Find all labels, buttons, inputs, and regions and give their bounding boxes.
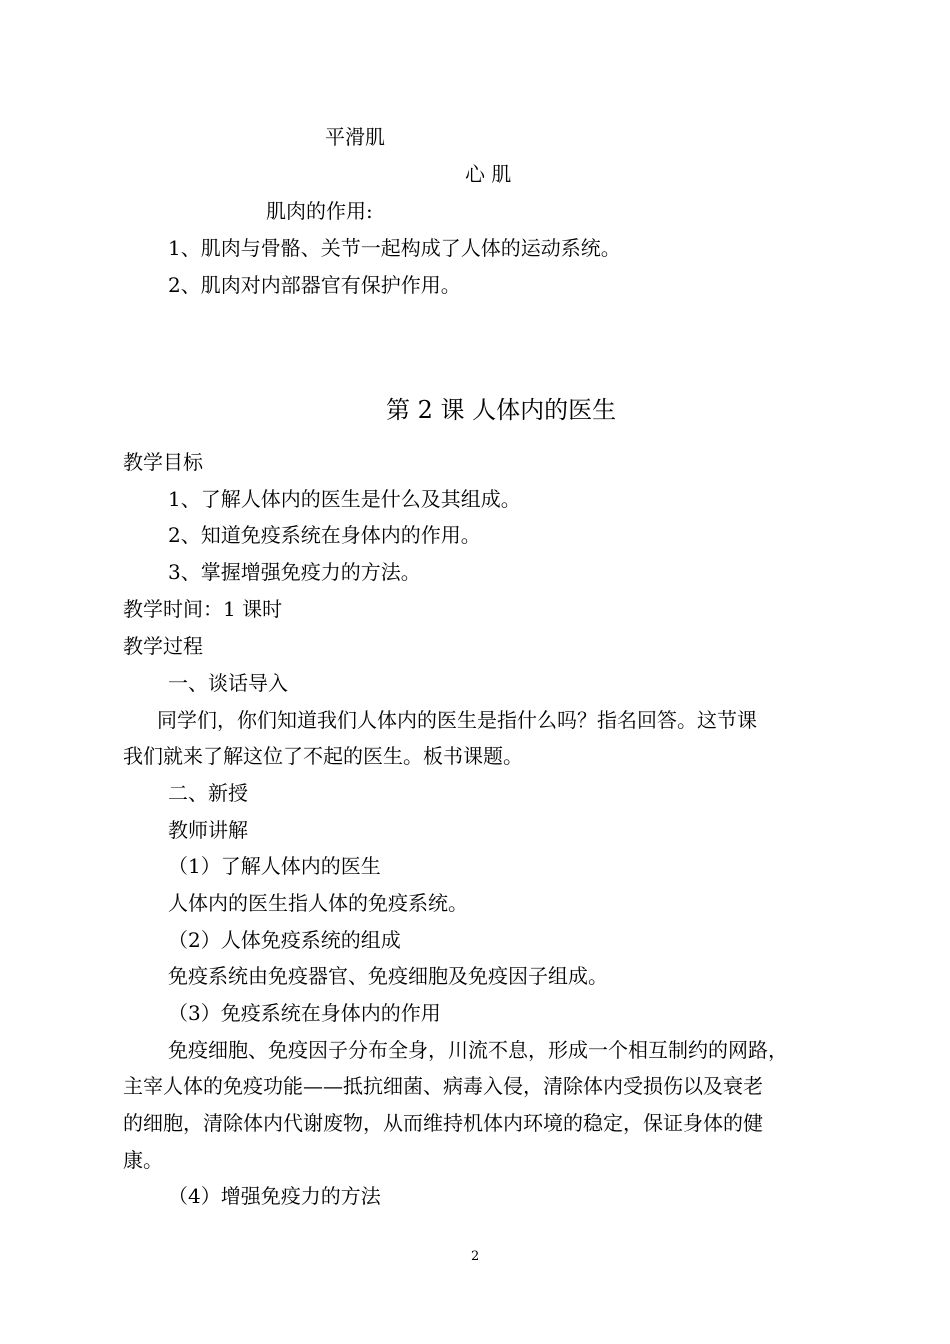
sub-3-heading: （3）免疫系统在身体内的作用: [168, 1001, 441, 1025]
step-1-heading: 一、谈话导入: [168, 671, 288, 695]
goal-item-1: 1、了解人体内的医生是什么及其组成。: [168, 487, 521, 511]
intro-paragraph-line-2: 我们就来了解这位了不起的医生。板书课题。: [123, 744, 523, 768]
sub-1-heading: （1）了解人体内的医生: [168, 854, 381, 878]
goal-item-3: 3、掌握增强免疫力的方法。: [168, 560, 421, 584]
smooth-muscle-label: 平滑肌: [325, 125, 385, 149]
cardiac-muscle-label: 心 肌: [465, 162, 512, 186]
intro-paragraph-line-1: 同学们，你们知道我们人体内的医生是指什么吗？指名回答。这节课: [157, 708, 757, 732]
sub-3-paragraph-line-2: 主宰人体的免疫功能——抵抗细菌、病毒入侵，清除体内受损伤以及衰老: [123, 1074, 763, 1098]
teaching-time: 教学时间：1 课时: [123, 597, 283, 621]
lesson-title: 第 2 课 人体内的医生: [386, 396, 617, 424]
muscle-function-item-1: 1、肌肉与骨骼、关节一起构成了人体的运动系统。: [168, 236, 621, 260]
process-heading: 教学过程: [123, 634, 203, 658]
step-2-heading: 二、新授: [168, 781, 248, 805]
sub-1-text: 人体内的医生指人体的免疫系统。: [168, 891, 468, 915]
muscle-function-item-2: 2、肌肉对内部器官有保护作用。: [168, 273, 461, 297]
teacher-explain-heading: 教师讲解: [168, 818, 248, 842]
sub-3-paragraph-line-3: 的细胞，清除体内代谢废物，从而维持机体内环境的稳定，保证身体的健: [123, 1111, 763, 1135]
sub-2-text: 免疫系统由免疫器官、免疫细胞及免疫因子组成。: [168, 964, 608, 988]
sub-2-heading: （2）人体免疫系统的组成: [168, 928, 401, 952]
muscle-function-heading: 肌肉的作用:: [266, 199, 373, 223]
sub-3-paragraph-line-1: 免疫细胞、免疫因子分布全身，川流不息，形成一个相互制约的网路，: [168, 1038, 788, 1062]
goal-item-2: 2、知道免疫系统在身体内的作用。: [168, 523, 481, 547]
sub-3-paragraph-line-4: 康。: [123, 1148, 163, 1172]
page-number: 2: [471, 1249, 480, 1264]
sub-4-heading: （4）增强免疫力的方法: [168, 1184, 381, 1208]
goals-heading: 教学目标: [123, 450, 203, 474]
